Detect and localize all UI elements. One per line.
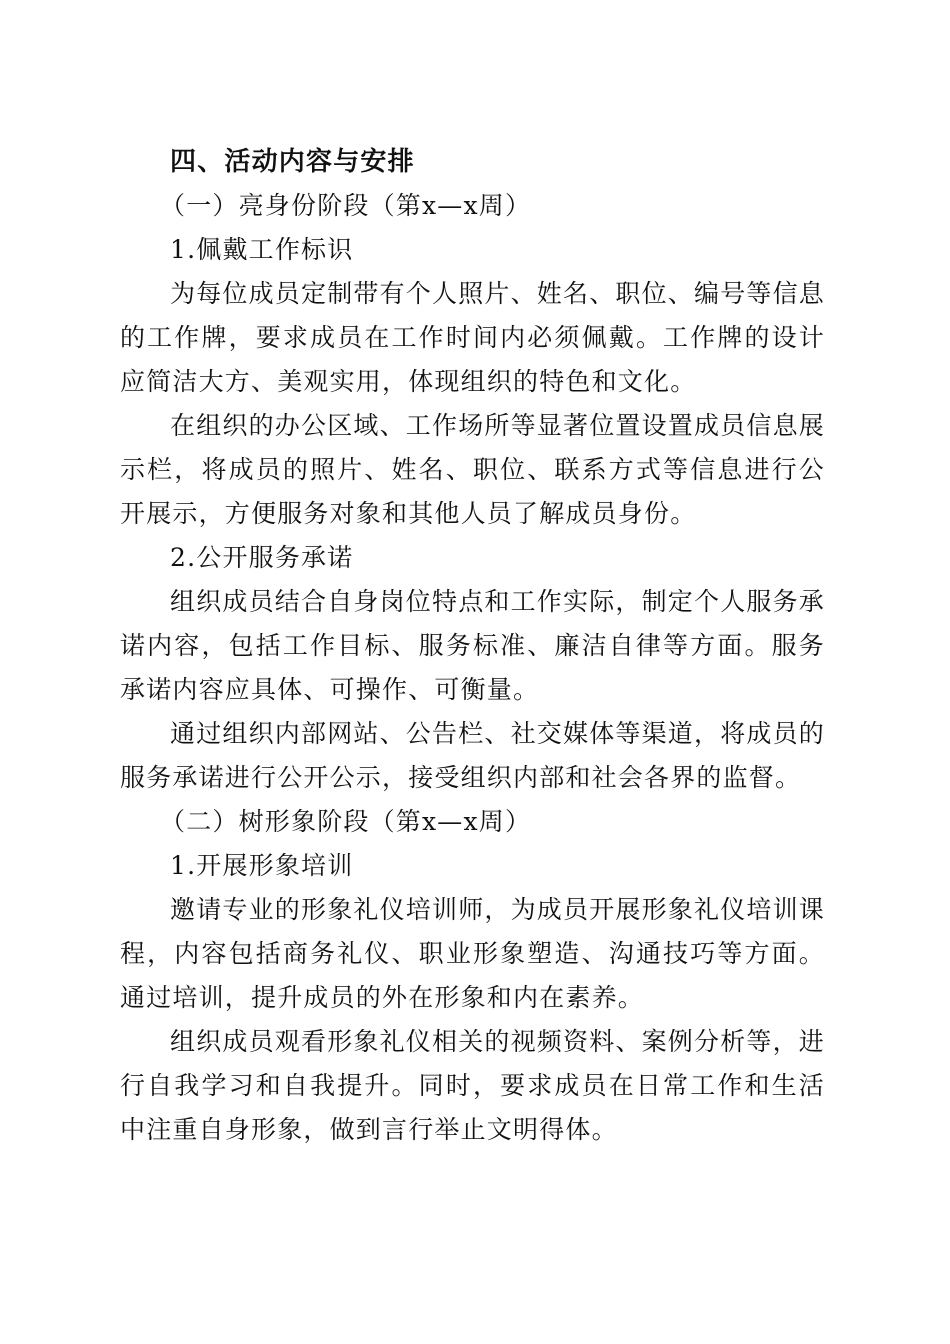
paragraph-text: 邀请专业的形象礼仪培训师，为成员开展形象礼仪培训课程，内容包括商务礼仪、职业形象塑造、沟通技巧等方面。通过培训，提升成员的外在形象和内在素养。 xyxy=(120,895,826,1012)
subsection-title-1-2: 2.公开服务承诺 xyxy=(170,543,354,572)
subsection-title-2-1: 1.开展形象培训 xyxy=(170,851,354,880)
paragraph-text: 通过组织内部网站、公告栏、社交媒体等渠道，将成员的服务承诺进行公开公示，接受组织内部和社会各界的监督。 xyxy=(120,719,826,792)
paragraph-1-1-1 xyxy=(120,272,825,404)
paragraph-1-2-2 xyxy=(120,712,825,800)
section-heading-1: （一）亮身份阶段（第x—x周） xyxy=(160,191,532,220)
paragraph-1-2-1 xyxy=(120,580,825,712)
section-heading-main: 四、活动内容与安排 xyxy=(170,147,415,177)
paragraph-1-1-2 xyxy=(120,404,825,536)
paragraph-text: 为每位成员定制带有个人照片、姓名、职位、编号等信息的工作牌，要求成员在工作时间内必须佩戴。工作牌的设计应简洁大方、美观实用，体现组织的特色和文化。 xyxy=(120,279,826,396)
subsection-title-1-1: 1.佩戴工作标识 xyxy=(170,235,354,264)
paragraph-2-1-2 xyxy=(120,1020,825,1152)
paragraph-2-1-1 xyxy=(120,888,825,1020)
document-body xyxy=(120,140,825,1152)
paragraph-text: 组织成员观看形象礼仪相关的视频资料、案例分析等，进行自我学习和自我提升。同时，要求成员在日常工作和生活中注重自身形象，做到言行举止文明得体。 xyxy=(120,1027,826,1144)
paragraph-text: 在组织的办公区域、工作场所等显著位置设置成员信息展示栏，将成员的照片、姓名、职位、联系方式等信息进行公开展示，方便服务对象和其他人员了解成员身份。 xyxy=(120,411,826,528)
section-heading-2: （二）树形象阶段（第x—x周） xyxy=(160,807,532,836)
paragraph-text: 组织成员结合自身岗位特点和工作实际，制定个人服务承诺内容，包括工作目标、服务标准、廉洁自律等方面。服务承诺内容应具体、可操作、可衡量。 xyxy=(120,587,826,704)
